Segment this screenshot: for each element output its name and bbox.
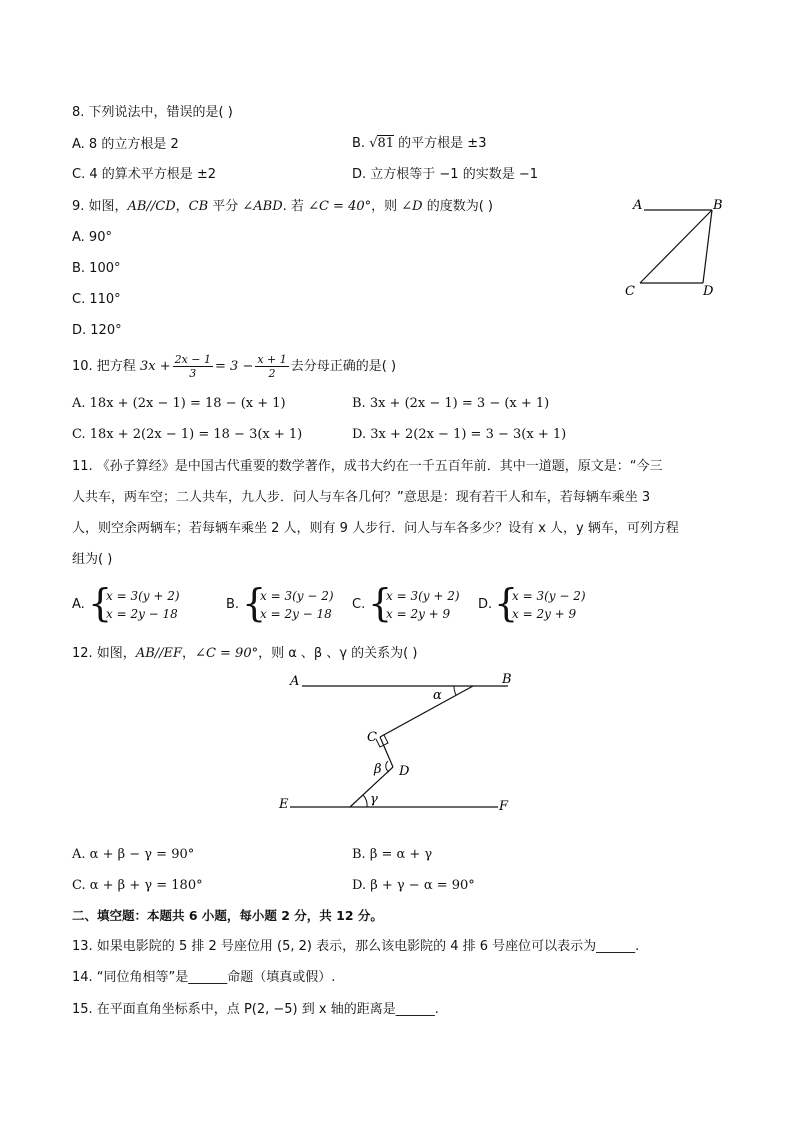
q10-stem: 10. 把方程 3x + $\frac{2x - 1}{3}$ = 3 − $\frac{x + 1}{2}$ 去分母正确的是( ) <box>72 353 397 380</box>
brace: { <box>368 581 393 625</box>
q9-option-c: C. 110° <box>72 292 121 307</box>
q8-option-a: A. 8 的立方根是 2 <box>72 137 179 152</box>
q9-label-d: D <box>703 284 714 299</box>
q11-line-1: 11. 《孙子算经》是中国古代重要的数学著作，成书大约在一千五百年前．其中一道题，原文是：“今三 <box>72 459 663 474</box>
q11-line-4: 组为( ) <box>72 552 113 567</box>
q9-option-b: B. 100° <box>72 261 121 276</box>
q9-option-a: A. 90° <box>72 230 112 245</box>
q15-text: 15. 在平面直角坐标系中，点 P(2, −5) 到 x 轴的距离是______. <box>72 1002 439 1017</box>
q8-option-d: D. 立方根等于 −1 的实数是 −1 <box>352 167 538 182</box>
q12-label-d: D <box>399 764 410 779</box>
q9-label-c: C <box>625 284 635 299</box>
q9-label-b: B <box>713 198 723 213</box>
brace: { <box>494 581 519 625</box>
q11-line-2: 人共车，两车空；二人共车，九人步．问人与车各几何？”意思是：现有若干人和车，若每辆车乘坐 3 <box>72 490 651 505</box>
q8-option-b-label: B. <box>352 136 370 151</box>
q12-option-b: B. β = α + γ <box>352 847 433 862</box>
brace: { <box>242 581 267 625</box>
sqrt-sign: √ <box>369 136 378 151</box>
q12-stem: 12. 如图，AB//EF，∠C = 90°，则 α 、β 、γ 的关系为( ) <box>72 646 418 661</box>
q9-figure <box>620 192 730 302</box>
q12-option-a: A. α + β − γ = 90° <box>72 847 195 862</box>
q12-label-alpha: α <box>433 688 442 703</box>
q10-option-c: C. 18x + 2(2x − 1) = 18 − 3(x + 1) <box>72 427 303 442</box>
q9-option-d: D. 120° <box>72 323 122 338</box>
q10-option-d: D. 3x + 2(2x − 1) = 3 − 3(x + 1) <box>352 427 567 442</box>
q12-label-c: C <box>367 730 377 745</box>
q10-fraction-1: $\frac{2x - 1}{3}$ <box>174 353 212 380</box>
q13-text: 13. 如果电影院的 5 排 2 号座位用 (5, 2) 表示，那么该电影院的 4 排 6 号座位可以表示为______. <box>72 939 640 954</box>
q12-option-d: D. β + γ − α = 90° <box>352 878 475 893</box>
section-heading: 二、填空题：本题共 6 小题，每小题 2 分，共 12 分。 <box>72 908 383 923</box>
q9-label-a: A <box>633 198 643 213</box>
q12-label-a: A <box>290 674 300 689</box>
q14-text: 14. “同位角相等”是______命题（填真或假）. <box>72 970 336 985</box>
q12-label-beta: β <box>374 762 382 777</box>
brace: { <box>88 581 113 625</box>
q8-radicand: 81 <box>377 136 395 151</box>
q12-label-b: B <box>502 672 512 687</box>
q10-option-b: B. 3x + (2x − 1) = 3 − (x + 1) <box>352 396 550 411</box>
q12-figure <box>270 665 530 820</box>
q10-option-a: A. 18x + (2x − 1) = 18 − (x + 1) <box>72 396 286 411</box>
q8-stem: 8. 下列说法中，错误的是( ) <box>72 105 233 120</box>
q11-line-3: 人，则空余两辆车；若每辆车乘坐 2 人，则有 9 人步行．问人与车各多少？设有 x 人，y 辆车，可列方程 <box>72 521 679 536</box>
q12-label-f: F <box>499 799 509 814</box>
q12-label-e: E <box>279 797 289 812</box>
q12-label-gamma: γ <box>370 792 378 807</box>
q12-option-c: C. α + β + γ = 180° <box>72 878 203 893</box>
q10-fraction-2: $\frac{x + 1}{2}$ <box>257 353 287 380</box>
q8-option-b-text: 的平方根是 ±3 <box>394 136 487 151</box>
q8-option-c: C. 4 的算术平方根是 ±2 <box>72 167 217 182</box>
q8-option-b <box>352 135 486 153</box>
q9-stem: 9. 如图，AB//CD，CB 平分 ∠ABD. 若 ∠C = 40°，则 ∠D 的度数为( ) <box>72 199 494 214</box>
